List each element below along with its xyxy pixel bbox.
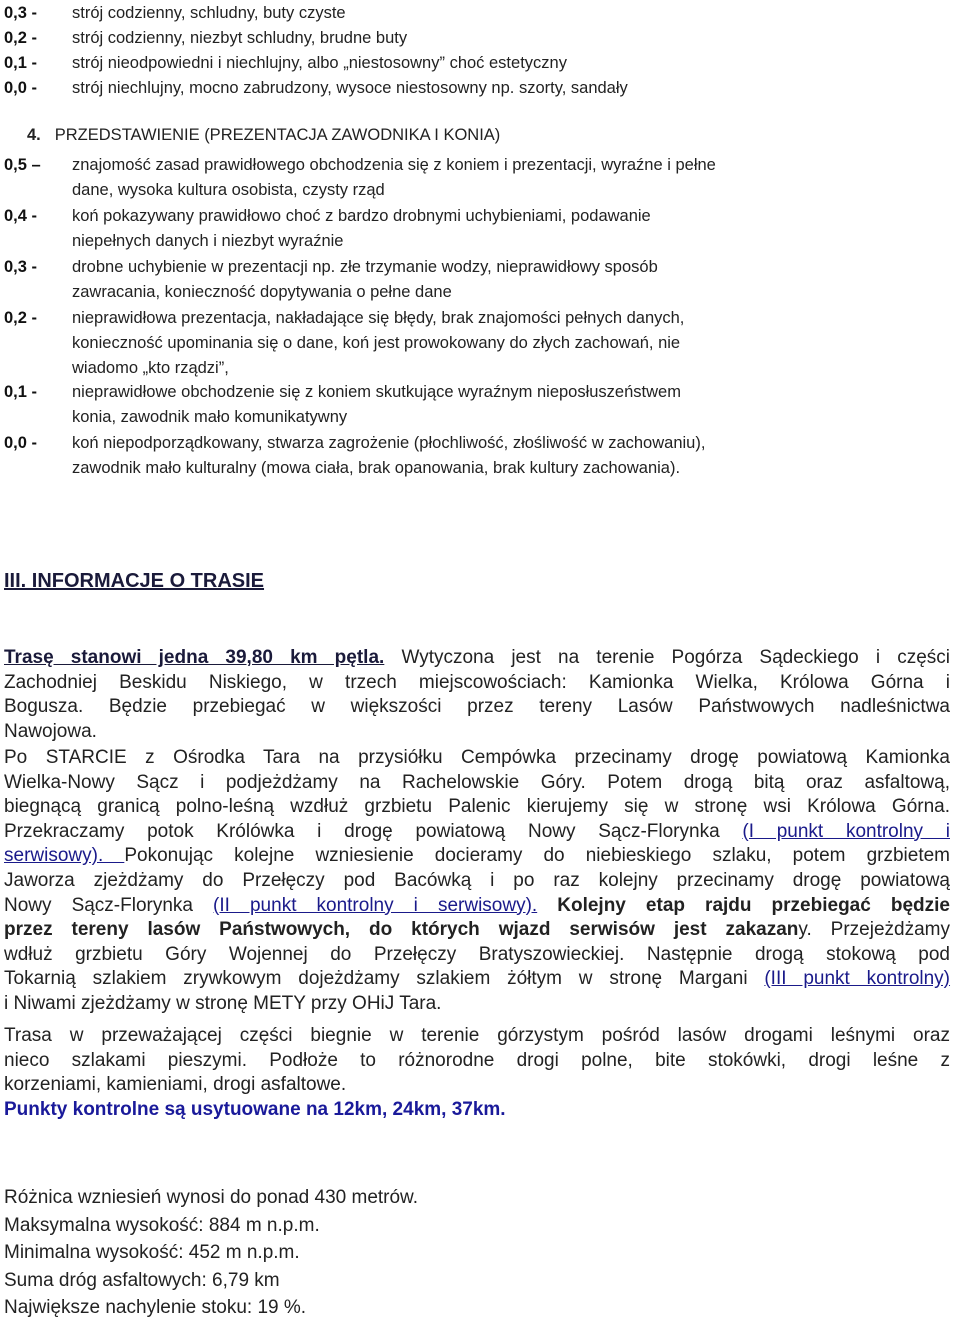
route-stats [4, 1184, 418, 1322]
section-4-heading [27, 126, 500, 145]
score-value: 0,0 - [4, 434, 38, 452]
text-line: Bogusza. Będzie przebiegać w większości przez tereny Lasów Państwowych nadleśnictwa [4, 696, 950, 718]
text-line: biegnącą granicą polno-leśną wzdłuż grzbietu Palenic kierujemy się w stronę wsi Królowa Górna. [4, 796, 950, 818]
checkpoint-1-link-cont[interactable]: serwisowy). [4, 845, 125, 867]
text-line: Nawojowa. [4, 720, 97, 742]
route-paragraph-1 [4, 646, 950, 744]
text-line: nieco szlakami pieszymi. Podłoże to różnorodne drogi polne, bite stokówki, drogi leśne z [4, 1049, 950, 1071]
stat-max-altitude: Maksymalna wysokość: 884 m n.p.m. [4, 1214, 320, 1236]
stat-asphalt-total: Suma dróg asfaltowych: 6,79 km [4, 1269, 280, 1291]
stat-min-altitude: Minimalna wysokość: 452 m n.p.m. [4, 1242, 300, 1263]
score-description: strój nieodpowiedni i niechlujny, albo „niestosowny” choć estetyczny [72, 54, 567, 72]
score-value: 0,2 - [4, 309, 38, 327]
checkpoint-3-link[interactable]: (III punkt kontrolny) [764, 968, 951, 990]
text-line: Zachodniej Beskidu Niskiego, w trzech miejscowościach: Kamionka Wielka, Królowa Górna i [4, 671, 950, 693]
text-line: Trasa w przeważającej części biegnie w terenie górzystym pośród lasów drogami leśnymi oraz [4, 1025, 950, 1046]
score-description: strój niechlujny, mocno zabrudzony, wysoce niestosowny np. szorty, sandały [72, 79, 628, 97]
section-number: 4. [27, 126, 41, 144]
text-line: Jaworza zjeżdżamy do Przełęczy pod Bacówką i po raz kolejny przecinamy drogę powiatową [4, 869, 950, 891]
route-loop-link[interactable]: Trasę stanowi jedna 39,80 km pętla. [4, 647, 385, 668]
score-description: znajomość zasad prawidłowego obchodzenia się z koniem i prezentacji, wyraźne i pełne dane, wysoka kultura osobista, czysty rząd [72, 156, 716, 199]
score-value: 0,4 - [4, 207, 38, 225]
section-title-text: PRZEDSTAWIENIE (PREZENTACJA ZAWODNIKA I KONIA) [54, 126, 501, 144]
score-value: 0,1 - [4, 54, 38, 72]
text-line: Trasę stanowi jedna 39,80 km pętla. Wytyczona jest na terenie Pogórza Sądeckiego i części [4, 647, 950, 668]
text-line: korzeniami, kamieniami, drogi asfaltowe. [4, 1074, 347, 1096]
score-description: koń pokazywany prawidłowo choć z bardzo drobnymi uchybieniami, podawanie niepełnych danych i niezbyt wyraźnie [72, 207, 651, 250]
score-value: 0,3 - [4, 258, 38, 276]
score-description: nieprawidłowa prezentacja, nakładające się błędy, brak znajomości pełnych danych, konieczność upominania się o dane, koń jest prowokowany do złych zachowań, nie wiadomo „kto rządzi”, [72, 309, 685, 377]
score-description: strój codzienny, schludny, buty czyste [72, 4, 346, 22]
score-value: 0,0 - [4, 79, 38, 97]
text-line: Przekraczamy potok Królówka i drogę powiatową Nowy Sącz-Florynka (I punkt kontrolny i [4, 820, 950, 842]
checkpoint-1-link[interactable]: (I punkt kontrolny i [742, 820, 950, 842]
stat-max-slope: Największe nachylenie stoku: 19 %. [4, 1297, 307, 1318]
text-line: Nowy Sącz-Florynka (II punkt kontrolny i serwisowy). Kolejny etap rajdu przebiegać będzie [4, 894, 950, 916]
route-paragraph-2 [4, 746, 950, 1017]
score-value: 0,1 - [4, 383, 38, 401]
text-line: Wielka-Nowy Sącz i podjeżdżamy na Rachelowskie Góry. Potem drogą bitą oraz asfaltową, [4, 771, 950, 793]
checkpoint-2-link[interactable]: (II punkt kontrolny i serwisowy). [213, 894, 538, 916]
text-line: i Niwami zjeżdżamy w stronę METY przy OHiJ Tara. [4, 992, 442, 1014]
route-paragraph-3 [4, 1024, 950, 1122]
score-value: 0,3 - [4, 4, 38, 22]
text-line: Tokarnią szlakiem zrywkowym dojeżdżamy szlakiem żółtym w stronę Margani (III punkt kontrolny) [4, 968, 951, 990]
text-line: przez tereny lasów Państwowych, do których wjazd serwisów jest zakazany. Przejeżdżamy [4, 919, 950, 941]
route-section-title: III. INFORMACJE O TRASIE [4, 570, 265, 592]
checkpoints-info: Punkty kontrolne są usytuowane na 12km, 24km, 37km. [4, 1098, 506, 1120]
score-description: drobne uchybienie w prezentacji np. złe trzymanie wodzy, nieprawidłowy sposób zawracania, konieczność dopytywania o pełne dane [72, 258, 658, 301]
stat-elevation-difference: Różnica wzniesień wynosi do ponad 430 metrów. [4, 1187, 419, 1208]
text-line: serwisowy). Pokonując kolejne wzniesienie docieramy do niebieskiego szlaku, potem grzbietem [4, 845, 950, 867]
text-line: Po STARCIE z Ośrodka Tara na przysiółku Cempówka przecinamy drogę powiatową Kamionka [4, 747, 950, 768]
score-description: strój codzienny, niezbyt schludny, brudne buty [72, 29, 408, 47]
text-line: wdłuż grzbietu Góry Wojennej do Przełęczy Bratyszowieckiej. Następnie drogą stokową pod [4, 943, 950, 965]
score-description: nieprawidłowe obchodzenie się z koniem skutkujące wyraźnym nieposłuszeństwem konia, zawodnik mało komunikatywny [72, 383, 681, 426]
score-value: 0,5 – [4, 156, 41, 174]
score-value: 0,2 - [4, 29, 38, 47]
score-description: koń niepodporządkowany, stwarza zagrożenie (płochliwość, złośliwość w zachowaniu), zawodnik mało kulturalny (mowa ciała, brak opanowania, brak kultury zachowania). [72, 434, 706, 477]
